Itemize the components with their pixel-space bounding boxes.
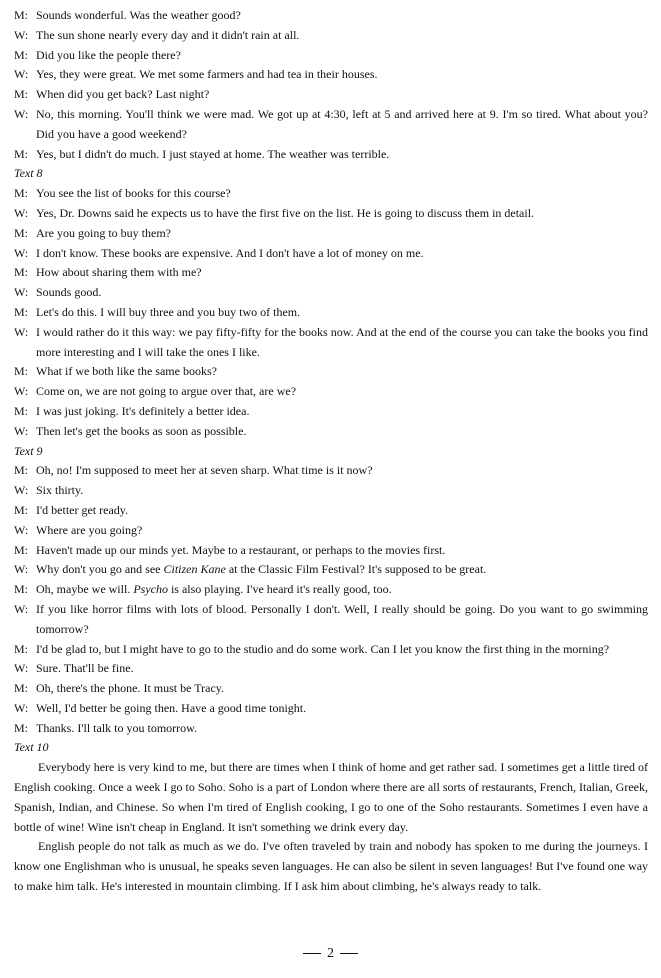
dialogue-line xyxy=(14,461,648,481)
dialogue-text: Well, I'd better be going then. Have a good time tonight. xyxy=(36,700,307,715)
speaker-label: W: xyxy=(14,483,29,498)
speaker-label: M: xyxy=(14,8,29,22)
dialogue-line xyxy=(14,303,648,323)
speaker-label: W: xyxy=(14,562,29,577)
dialogue-line xyxy=(14,521,648,541)
dialogue-text: Yes, they were great. We met some farmers and had tea in their houses. xyxy=(36,67,378,82)
dialogue-line xyxy=(14,501,648,521)
passage-paragraph: Everybody here is very kind to me, but there are times when I think of home and get rather sad. I sometimes get a little tired of English cooking. Once a week I go to Soho. Soho is a part of London where there are all sorts of restaurants, French, Italian, Greek, Spanish, Indian, and Chinese. So when I'm tired of English cooking, I go to one of the Soho restaurants. Sometimes I even have a bottle of wine! Wine isn't cheap in England. It isn't something we drink every day. xyxy=(14,760,648,834)
page-footer xyxy=(0,944,661,964)
dialogue-line xyxy=(14,679,648,699)
speaker-label: W: xyxy=(14,423,29,438)
speaker-label: W: xyxy=(14,324,29,339)
dialogue-text: Yes, but I didn't do much. I just stayed at home. The weather was terrible. xyxy=(36,146,390,161)
speaker-label: M: xyxy=(14,146,29,161)
section-heading: Text 9 xyxy=(14,443,43,458)
section-heading: Text 10 xyxy=(14,740,49,755)
speaker-label: W: xyxy=(14,601,29,616)
footer-dash-left xyxy=(303,953,321,954)
dialogue-text: Oh, no! I'm supposed to meet her at seven sharp. What time is it now? xyxy=(36,463,373,478)
dialogue-line xyxy=(14,541,648,561)
dialogue-text: Six thirty. xyxy=(36,483,84,498)
dialogue-text: Are you going to buy them? xyxy=(36,225,171,240)
dialogue-text: Come on, we are not going to argue over that, are we? xyxy=(36,384,297,399)
speaker-label: M: xyxy=(14,265,29,280)
dialogue-line xyxy=(14,283,648,303)
speaker-label: M: xyxy=(14,720,29,735)
dialogue-line xyxy=(14,204,648,224)
speaker-label: M: xyxy=(14,225,29,240)
dialogue-text: I'd better get ready. xyxy=(36,502,129,517)
dialogue-line xyxy=(14,65,648,85)
speaker-label: W: xyxy=(14,67,29,82)
dialogue-text: You see the list of books for this course? xyxy=(36,186,231,201)
dialogue-line xyxy=(14,46,648,66)
dialogue-line xyxy=(14,263,648,283)
dialogue-text: I would rather do it this way: we pay fifty-fifty for the books now. And at the end of the course you can take the books you find more interesting and I will take the ones I like. xyxy=(36,324,648,359)
dialogue-text: Sure. That'll be fine. xyxy=(36,661,134,676)
dialogue-text: Yes, Dr. Downs said he expects us to have the first five on the list. He is going to discuss them in detail. xyxy=(36,205,535,220)
dialogue-text: When did you get back? Last night? xyxy=(36,87,210,102)
dialogue-line xyxy=(14,85,648,105)
speaker-label: M: xyxy=(14,641,29,656)
dialogue-text: The sun shone nearly every day and it didn't rain at all. xyxy=(36,27,300,42)
dialogue-text: Sounds wonderful. Was the weather good? xyxy=(36,8,241,22)
dialogue-line xyxy=(14,26,648,46)
dialogue-line xyxy=(14,580,648,600)
speaker-label: M: xyxy=(14,403,29,418)
speaker-label: M: xyxy=(14,87,29,102)
dialogue-line xyxy=(14,224,648,244)
section-heading: Text 8 xyxy=(14,166,43,181)
speaker-label: M: xyxy=(14,681,29,696)
dialogue-line xyxy=(14,145,648,165)
dialogue-text: Thanks. I'll talk to you tomorrow. xyxy=(36,720,198,735)
dialogue-line xyxy=(14,362,648,382)
speaker-label: M: xyxy=(14,542,29,557)
dialogue-line xyxy=(14,699,648,719)
speaker-label: W: xyxy=(14,522,29,537)
dialogue-text: Sounds good. xyxy=(36,285,102,300)
dialogue-text: If you like horror films with lots of blood. Personally I don't. Well, I really should be going. Do you want to go swimming tomorrow? xyxy=(36,601,648,636)
speaker-label: M: xyxy=(14,582,29,597)
dialogue-line xyxy=(14,422,648,442)
dialogue-text: What if we both like the same books? xyxy=(36,364,217,379)
dialogue-text: Oh, maybe we will. Psycho is also playing. I've heard it's really good, too. xyxy=(36,582,392,597)
dialogue-line xyxy=(14,184,648,204)
dialogue-line xyxy=(14,244,648,264)
speaker-label: W: xyxy=(14,285,29,300)
dialogue-text: Did you like the people there? xyxy=(36,47,181,62)
speaker-label: W: xyxy=(14,384,29,399)
dialogue-line xyxy=(14,323,648,363)
dialogue-line xyxy=(14,600,648,640)
dialogue-text: Why don't you go and see Citizen Kane at the Classic Film Festival? It's supposed to be great. xyxy=(36,562,487,577)
dialogue-line xyxy=(14,402,648,422)
dialogue-text: Where are you going? xyxy=(36,522,143,537)
dialogue-text: No, this morning. You'll think we were mad. We got up at 4:30, left at 5 and arrived here at 9. I'm so tired. What about you? Did you have a good weekend? xyxy=(36,106,648,141)
dialogue-text: I don't know. These books are expensive. And I don't have a lot of money on me. xyxy=(36,245,424,260)
transcript-content xyxy=(14,6,648,897)
dialogue-line xyxy=(14,105,648,145)
dialogue-line xyxy=(14,6,648,26)
dialogue-line xyxy=(14,560,648,580)
speaker-label: W: xyxy=(14,205,29,220)
speaker-label: W: xyxy=(14,700,29,715)
dialogue-text: Let's do this. I will buy three and you buy two of them. xyxy=(36,304,301,319)
speaker-label: M: xyxy=(14,502,29,517)
dialogue-line xyxy=(14,481,648,501)
passage-paragraph: English people do not talk as much as we do. I've often traveled by train and nobody has spoken to me during the journeys. I know one Englishman who is unusual, he speaks seven languages. He can also be silent in seven languages! But I've found one way to make him talk. He's interested in mountain climbing. If I ask him about climbing, he's always ready to talk. xyxy=(14,839,649,894)
dialogue-text: I'd be glad to, but I might have to go to the studio and do some work. Can I let you know the first thing in the morning? xyxy=(36,641,610,656)
speaker-label: M: xyxy=(14,304,29,319)
speaker-label: W: xyxy=(14,661,29,676)
speaker-label: W: xyxy=(14,245,29,260)
dialogue-text: Then let's get the books as soon as possible. xyxy=(36,423,247,438)
footer-dash-right xyxy=(340,953,358,954)
speaker-label: M: xyxy=(14,47,29,62)
speaker-label: W: xyxy=(14,27,29,42)
dialogue-text: Haven't made up our minds yet. Maybe to a restaurant, or perhaps to the movies first. xyxy=(36,542,446,557)
dialogue-text: I was just joking. It's definitely a better idea. xyxy=(36,403,250,418)
speaker-label: W: xyxy=(14,106,29,121)
dialogue-line xyxy=(14,382,648,402)
dialogue-line xyxy=(14,659,648,679)
dialogue-line xyxy=(14,719,648,739)
speaker-label: M: xyxy=(14,364,29,379)
dialogue-text: How about sharing them with me? xyxy=(36,265,202,280)
dialogue-text: Oh, there's the phone. It must be Tracy. xyxy=(36,681,225,696)
dialogue-line xyxy=(14,640,648,660)
page-number: 2 xyxy=(327,946,334,961)
speaker-label: M: xyxy=(14,186,29,201)
speaker-label: M: xyxy=(14,463,29,478)
